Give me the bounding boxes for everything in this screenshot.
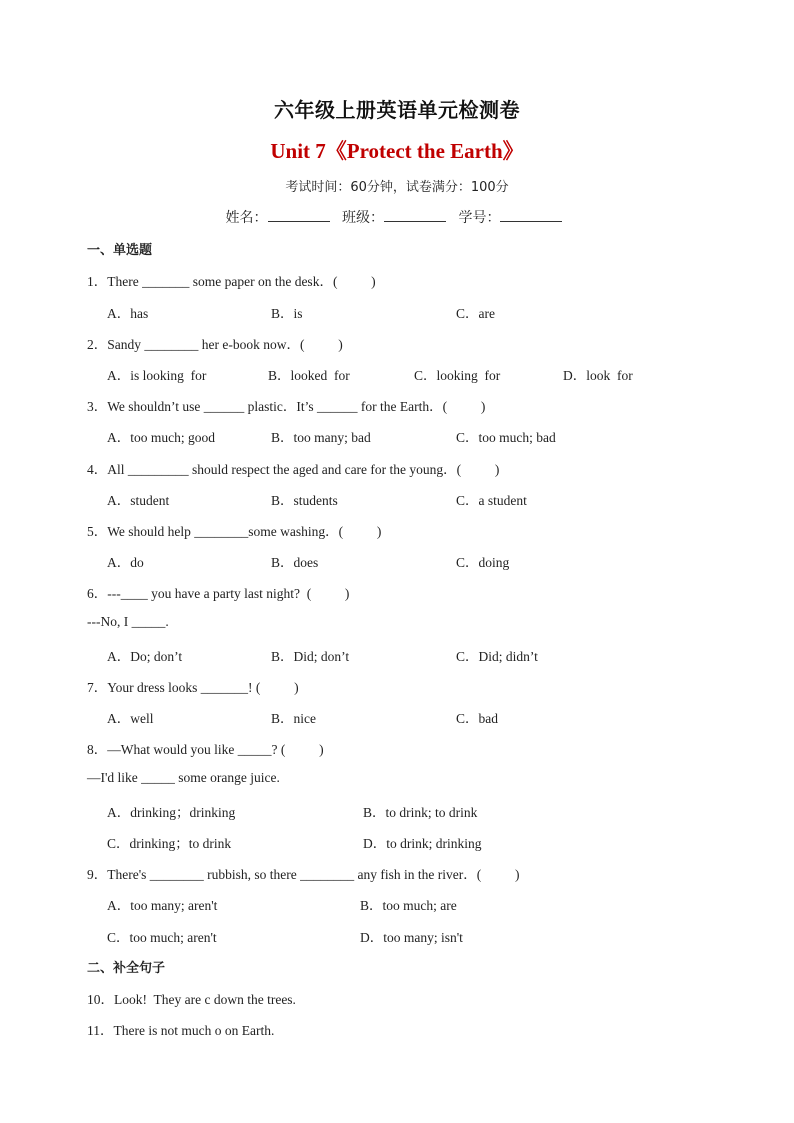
question-6-stem-2: ---No, I _____. (87, 614, 169, 629)
question-8-option-b[interactable]: B．to drink; to drink (363, 805, 478, 820)
question-8-stem: 8．—What would you like _____? ( ) (87, 742, 324, 757)
question-1-option-b[interactable]: B．is (271, 306, 303, 321)
question-4-option-a[interactable]: A．student (107, 493, 170, 508)
class-blank[interactable] (384, 207, 446, 222)
question-7-stem: 7．Your dress looks _______! ( ) (87, 680, 299, 695)
page-title: 六年级上册英语单元检测卷 (274, 98, 520, 122)
question-9-option-c[interactable]: C．too much; aren't (107, 930, 217, 945)
question-9-option-d[interactable]: D．too many; isn't (360, 930, 463, 945)
question-3-option-b[interactable]: B．too many; bad (271, 430, 371, 445)
question-9-stem: 9．There's ________ rubbish, so there ________ any fish in the river．( ) (87, 867, 520, 882)
question-4-option-b[interactable]: B．students (271, 493, 338, 508)
question-2-option-b[interactable]: B．looked for (268, 368, 350, 383)
question-8-stem-2: —I'd like _____ some orange juice. (87, 770, 280, 785)
question-4-stem: 4．All _________ should respect the aged and care for the young．( ) (87, 462, 500, 477)
question-5-stem: 5．We should help ________some washing．( ) (87, 524, 382, 539)
question-3-option-a[interactable]: A．too much; good (107, 430, 215, 445)
question-2-option-c[interactable]: C．looking for (414, 368, 501, 383)
question-5-option-c[interactable]: C．doing (456, 555, 510, 570)
question-8-option-a[interactable]: A．drinking；drinking (107, 805, 236, 820)
student-info (0, 207, 794, 227)
question-4-option-c[interactable]: C．a student (456, 493, 527, 508)
question-9-option-a[interactable]: A．too many; aren't (107, 898, 218, 913)
question-5-option-b[interactable]: B．does (271, 555, 319, 570)
question-2-option-a[interactable]: A．is looking for (107, 368, 207, 383)
question-5-option-a[interactable]: A．do (107, 555, 144, 570)
question-2-option-d[interactable]: D．look for (563, 368, 633, 383)
section-heading-complete-sentences: 二、补全句子 (87, 961, 166, 976)
question-1-stem: 1．There _______ some paper on the desk．( ) (87, 274, 376, 289)
question-7-option-c[interactable]: C．bad (456, 711, 498, 726)
question-6-option-a[interactable]: A．Do; don’t (107, 649, 183, 664)
question-2-stem: 2．Sandy ________ her e-book now．( ) (87, 337, 343, 352)
unit-title: Unit 7《Protect the Earth》 (270, 139, 524, 163)
question-1-option-a[interactable]: A．has (107, 306, 149, 321)
question-8-option-d[interactable]: D．to drink; drinking (363, 836, 482, 851)
name-label: 姓名： (225, 210, 268, 226)
question-9-option-b[interactable]: B．too much; are (360, 898, 457, 913)
question-3-option-c[interactable]: C．too much; bad (456, 430, 556, 445)
question-3-stem: 3．We shouldn’t use ______ plastic．It’s ______ for the Earth．( ) (87, 399, 486, 414)
name-blank[interactable] (268, 207, 330, 222)
section-heading-single-choice: 一、单选题 (87, 243, 153, 258)
exam-meta: 考试时间：60分钟，试卷满分：100分 (285, 180, 509, 195)
id-label: 学号： (458, 210, 501, 226)
question-7-option-a[interactable]: A．well (107, 711, 154, 726)
question-11-stem: 11．There is not much o on Earth. (87, 1023, 275, 1038)
id-blank[interactable] (500, 207, 562, 222)
question-10-stem: 10．Look! They are c down the trees. (87, 992, 296, 1007)
question-6-option-b[interactable]: B．Did; don’t (271, 649, 350, 664)
question-1-option-c[interactable]: C．are (456, 306, 495, 321)
question-7-option-b[interactable]: B．nice (271, 711, 316, 726)
question-6-stem: 6．---____ you have a party last night? ( ) (87, 586, 350, 601)
question-6-option-c[interactable]: C．Did; didn’t (456, 649, 538, 664)
class-label: 班级： (342, 210, 384, 226)
question-8-option-c[interactable]: C．drinking；to drink (107, 836, 232, 851)
